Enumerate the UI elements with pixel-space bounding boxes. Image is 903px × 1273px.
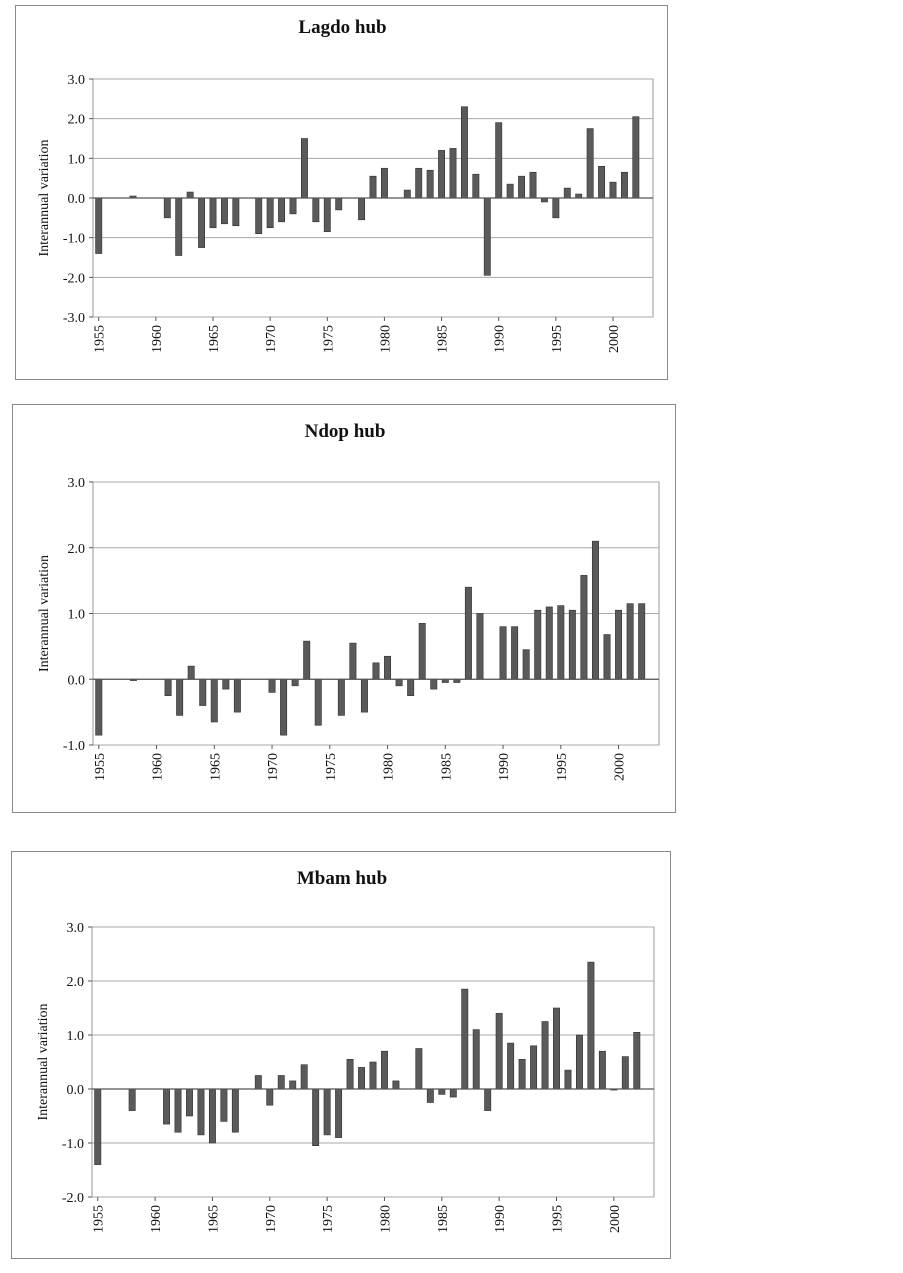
y-tick-label: -3.0 [62,311,85,326]
x-tick-label: 1995 [554,753,570,781]
bar-1970 [267,198,273,228]
bar-1983 [416,1049,422,1090]
lagdo-hub-chart [15,5,668,380]
x-tick-label: 1995 [550,1205,566,1233]
bar-1998 [588,962,594,1089]
bar-1966 [221,1089,227,1121]
y-tick-label: 2.0 [66,975,84,990]
x-tick-label: 2000 [607,1205,623,1233]
bar-1974 [313,1089,319,1146]
chart-svg [12,852,672,1260]
bar-1976 [335,1089,341,1138]
bar-1979 [373,663,379,679]
y-tick-label: 2.0 [67,541,85,557]
bar-2000 [610,182,616,198]
bar-1994 [546,607,552,679]
bar-1967 [232,1089,238,1132]
bar-1965 [211,679,217,722]
bar-2002 [633,117,639,198]
bar-1973 [301,139,307,199]
bar-1965 [210,198,216,228]
bar-1984 [431,679,437,689]
bar-1967 [234,679,240,712]
bar-1972 [290,1081,296,1089]
y-tick-label: -2.0 [61,1191,84,1206]
bar-1996 [565,1070,571,1089]
bar-1999 [604,635,610,680]
bar-1988 [473,174,479,198]
y-tick-label: 1.0 [67,152,85,168]
bar-1979 [370,1062,376,1089]
bar-1995 [553,1008,559,1089]
bar-1998 [587,129,593,198]
x-tick-label: 1955 [91,1205,107,1233]
bar-1963 [186,1089,192,1116]
y-tick-label: 2.0 [67,112,85,128]
bar-1987 [462,989,468,1089]
bar-2002 [639,604,645,680]
bar-1970 [269,679,275,692]
bar-1974 [313,198,319,222]
bar-1978 [358,198,364,220]
bar-1995 [558,606,564,680]
x-tick-label: 1975 [321,1205,337,1233]
y-tick-label: 0.0 [67,673,85,689]
bar-1997 [576,1035,582,1089]
bar-1997 [581,575,587,679]
bar-1963 [188,666,194,679]
bar-1971 [278,198,284,222]
bar-1963 [187,192,193,198]
chart-svg [16,6,669,381]
bar-2001 [622,1057,628,1089]
bar-1996 [569,610,575,679]
bar-1964 [200,679,206,705]
y-tick-label: 3.0 [67,73,85,88]
bar-1955 [95,1089,101,1165]
x-tick-label: 1960 [149,1205,165,1233]
x-tick-label: 1980 [378,1205,394,1233]
y-tick-label: -1.0 [61,1137,84,1152]
chart-title: Mbam hub [296,868,388,889]
bar-1976 [336,198,342,210]
mbam-hub-chart [11,851,671,1259]
bar-1992 [518,176,524,198]
bar-1967 [233,198,239,226]
bar-1988 [477,614,483,680]
x-tick-label: 1985 [439,753,455,781]
x-tick-label: 1960 [149,325,165,353]
bar-1999 [599,1051,605,1089]
bar-1981 [396,679,402,686]
chart-title: Ndop hub [304,421,386,442]
bar-1989 [485,1089,491,1111]
bar-1993 [535,610,541,679]
bar-1983 [416,168,422,198]
bar-1955 [96,679,102,735]
bar-1992 [519,1059,525,1089]
x-tick-label: 1965 [206,1205,222,1233]
x-tick-label: 1980 [378,325,394,353]
y-tick-label: 1.0 [67,607,85,623]
x-tick-label: 1965 [208,753,224,781]
bar-1977 [347,1059,353,1089]
bar-1978 [361,679,367,712]
bar-1981 [393,1081,399,1089]
bar-1961 [163,1089,169,1124]
x-tick-label: 1970 [263,1205,279,1233]
y-tick-label: -1.0 [62,739,85,754]
bar-1969 [255,1076,261,1090]
bar-1990 [496,123,502,198]
bar-1980 [384,656,390,679]
bar-1976 [338,679,344,715]
bar-1975 [324,198,330,232]
y-tick-label: 0.0 [67,192,85,207]
bar-1972 [290,198,296,214]
bar-1988 [473,1030,479,1089]
bar-2001 [627,604,633,680]
x-tick-label: 1980 [381,753,397,781]
x-tick-label: 1955 [92,325,108,353]
x-tick-label: 1975 [323,753,339,781]
bar-1962 [176,198,182,256]
x-tick-label: 1985 [435,325,451,353]
x-tick-label: 1970 [266,753,282,781]
bar-1975 [324,1089,330,1135]
y-tick-label: 3.0 [67,476,85,491]
bar-1965 [209,1089,215,1143]
bar-2001 [621,172,627,198]
y-axis-label: Interannual variation [37,554,52,673]
x-tick-label: 1970 [264,325,280,353]
bar-1962 [176,679,182,715]
bar-1982 [407,679,413,695]
bar-1994 [542,1022,548,1090]
bar-2000 [615,610,621,679]
bar-1991 [507,184,513,198]
ndop-hub-chart [12,404,676,813]
y-tick-label: 0.0 [66,1083,84,1098]
bar-1971 [280,679,286,735]
bar-1958 [129,1089,135,1111]
bar-1992 [523,650,529,680]
bar-1982 [404,190,410,198]
y-tick-label: -1.0 [62,231,85,247]
bar-1985 [438,150,444,198]
bar-1995 [553,198,559,218]
x-tick-label: 1990 [492,325,508,353]
x-tick-label: 1975 [321,325,337,353]
bar-1972 [292,679,298,686]
bar-1980 [381,1051,387,1089]
chart-title: Lagdo hub [298,17,387,38]
bar-1966 [221,198,227,224]
x-tick-label: 1990 [493,1205,509,1233]
bar-1964 [198,1089,204,1135]
bar-1966 [223,679,229,689]
x-tick-label: 1990 [497,753,513,781]
bar-1980 [381,168,387,198]
bar-1984 [427,1089,433,1103]
y-tick-label: 3.0 [66,921,84,936]
bar-1969 [256,198,262,234]
bar-1979 [370,176,376,198]
bar-1961 [165,679,171,695]
bar-1990 [500,627,506,680]
bar-2002 [634,1032,640,1089]
bar-1983 [419,623,425,679]
bar-1999 [598,166,604,198]
x-tick-label: 1955 [92,753,108,781]
chart-svg [13,405,677,814]
bar-1986 [450,148,456,198]
x-tick-label: 1985 [435,1205,451,1233]
y-tick-label: -2.0 [62,271,85,287]
bar-1986 [450,1089,456,1097]
bar-1961 [164,198,170,218]
x-tick-label: 2000 [612,753,628,781]
bar-1973 [301,1065,307,1089]
bar-1996 [564,188,570,198]
x-tick-label: 1960 [150,753,166,781]
bar-1977 [350,643,356,679]
x-tick-label: 1995 [549,325,565,353]
bar-1990 [496,1013,502,1089]
bar-1971 [278,1076,284,1090]
bar-1989 [484,198,490,275]
bar-1998 [592,541,598,679]
bar-1987 [461,107,467,198]
bar-1987 [465,587,471,679]
bar-1974 [315,679,321,725]
bar-1984 [427,170,433,198]
bar-1993 [530,172,536,198]
bar-1993 [530,1046,536,1089]
x-tick-label: 2000 [607,325,622,353]
y-axis-label: Interannual variation [36,1003,51,1121]
bar-1978 [358,1067,364,1089]
bar-1955 [96,198,102,254]
bar-1985 [439,1089,445,1094]
y-tick-label: 1.0 [66,1029,84,1044]
bar-1991 [507,1043,513,1089]
x-tick-label: 1965 [207,325,222,353]
bar-1970 [267,1089,273,1105]
bar-1973 [304,641,310,679]
bar-1962 [175,1089,181,1132]
y-axis-label: Interannual variation [37,139,52,257]
bar-1964 [198,198,204,248]
bar-1991 [511,627,517,680]
